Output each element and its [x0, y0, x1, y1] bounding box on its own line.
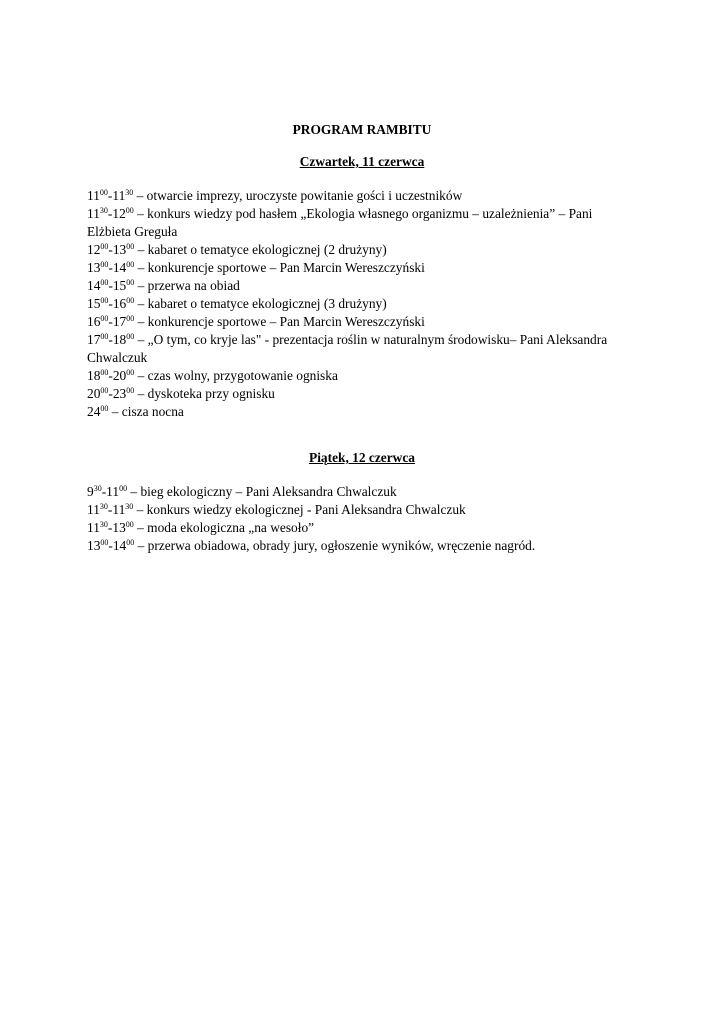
start-minute: 00 [100, 260, 109, 269]
start-hour: 11 [87, 206, 100, 221]
start-minute: 30 [99, 206, 108, 215]
start-hour: 15 [87, 296, 101, 311]
end-minute: 00 [126, 386, 135, 395]
start-hour: 20 [87, 386, 101, 401]
item-description: – przerwa na obiad [134, 278, 240, 293]
item-description: – konkurencje sportowe – Pan Marcin Wereszczyński [134, 314, 425, 329]
end-minute: 00 [126, 332, 135, 341]
start-minute: 00 [100, 242, 109, 251]
end-hour: 14 [112, 538, 127, 553]
end-minute: 00 [125, 520, 134, 529]
schedule-item: $13^{00}-14^{00}$ – konkurencje sportowe – Pan Marcin Wereszczyński [87, 260, 425, 275]
start-hour: 18 [87, 368, 101, 383]
schedule-item: $16^{00}-17^{00}$ – konkurencje sportowe – Pan Marcin Wereszczyński [87, 314, 425, 329]
end-minute: 30 [125, 188, 134, 197]
schedule-item: $18^{00}-20^{00}$ – czas wolny, przygotowanie ogniska [87, 368, 338, 383]
end-hour: 13 [112, 242, 127, 257]
start-minute: 00 [99, 188, 108, 197]
end-minute: 00 [119, 484, 128, 493]
start-minute: 00 [100, 538, 109, 547]
start-hour: 9 [87, 484, 94, 499]
end-hour: 23 [112, 386, 127, 401]
item-description: – czas wolny, przygotowanie ogniska [134, 368, 338, 383]
start-hour: 12 [87, 242, 101, 257]
end-minute: 00 [126, 260, 135, 269]
item-description: – cisza nocna [108, 404, 184, 419]
end-minute: 00 [126, 278, 135, 287]
start-minute: 30 [93, 484, 102, 493]
item-description: – dyskoteka przy ognisku [134, 386, 275, 401]
start-minute: 30 [99, 520, 108, 529]
start-hour: 11 [87, 520, 100, 535]
start-minute: 00 [100, 404, 109, 413]
schedule-list-friday [87, 483, 632, 555]
end-hour: 15 [112, 278, 127, 293]
end-hour: 20 [112, 368, 127, 383]
day-heading-friday: Piątek, 12 czerwca [309, 450, 415, 465]
start-hour: 16 [87, 314, 101, 329]
schedule-item: $11^{00}-11^{30}$ – otwarcie imprezy, uroczyste powitanie gości i uczestników [87, 188, 463, 203]
item-description: – przerwa obiadowa, obrady jury, ogłoszenie wyników, wręczenie nagród. [134, 538, 536, 553]
item-description: – moda ekologiczna „na wesoło” [133, 520, 315, 535]
end-hour: 13 [112, 520, 126, 535]
start-hour: 11 [87, 188, 100, 203]
end-minute: 30 [125, 502, 134, 511]
schedule-item: $15^{00}-16^{00}$ – kabaret o tematyce ekologicznej (3 drużyny) [87, 296, 387, 311]
start-hour: 13 [87, 260, 101, 275]
schedule-item: $12^{00}-13^{00}$ – kabaret o tematyce ekologicznej (2 drużyny) [87, 242, 387, 257]
schedule-item: $20^{00}-23^{00}$ – dyskoteka przy ognisku [87, 386, 275, 401]
start-hour: 13 [87, 538, 101, 553]
schedule-item: $11^{30}-12^{00}$ – konkurs wiedzy pod hasłem „Ekologia własnego organizmu – uzależnienia” – Pani Elżbieta Greguła [87, 206, 593, 239]
schedule-item: $11^{30}-13^{00}$ – moda ekologiczna „na wesoło” [87, 520, 315, 535]
end-minute: 00 [126, 242, 135, 251]
end-hour: 11 [112, 188, 126, 203]
start-minute: 00 [100, 332, 109, 341]
item-description: – otwarcie imprezy, uroczyste powitanie gości i uczestników [133, 188, 463, 203]
start-minute: 00 [100, 386, 109, 395]
start-minute: 30 [99, 502, 108, 511]
schedule-item: $17^{00}-18^{00}$ – „O tym, co kryje las" - prezentacja roślin w naturalnym środowisku– Pani Aleksandra Chwalczuk [87, 332, 608, 365]
end-minute: 00 [125, 206, 134, 215]
start-minute: 00 [100, 296, 109, 305]
end-minute: 00 [126, 296, 135, 305]
item-description: – konkurs wiedzy pod hasłem „Ekologia własnego organizmu – uzależnienia” – Pani Elżbieta Greguła [87, 206, 593, 239]
end-hour: 14 [112, 260, 127, 275]
start-minute: 00 [100, 368, 109, 377]
end-hour: 11 [106, 484, 120, 499]
start-minute: 00 [100, 278, 109, 287]
start-hour: 14 [87, 278, 101, 293]
item-description: – kabaret o tematyce ekologicznej (3 drużyny) [134, 296, 387, 311]
schedule-item: $11^{30}-11^{30}$ – konkurs wiedzy ekologicznej - Pani Aleksandra Chwalczuk [87, 502, 466, 517]
end-hour: 18 [112, 332, 127, 347]
end-minute: 00 [126, 368, 135, 377]
end-hour: 11 [112, 502, 126, 517]
item-description: – bieg ekologiczny – Pani Aleksandra Chwalczuk [127, 484, 397, 499]
item-description: – konkurs wiedzy ekologicznej - Pani Aleksandra Chwalczuk [133, 502, 466, 517]
item-description: – konkurencje sportowe – Pan Marcin Wereszczyński [134, 260, 425, 275]
schedule-list-thursday [87, 187, 632, 421]
item-description: – „O tym, co kryje las" - prezentacja roślin w naturalnym środowisku– Pani Aleksandra Chwalczuk [87, 332, 608, 365]
schedule-item: $14^{00}-15^{00}$ – przerwa na obiad [87, 278, 240, 293]
document-title: PROGRAM RAMBITU [292, 122, 432, 137]
schedule-item: $13^{00}-14^{00}$ – przerwa obiadowa, obrady jury, ogłoszenie wyników, wręczenie nagród. [87, 538, 536, 553]
schedule-item: $9^{30}-11^{00}$ – bieg ekologiczny – Pani Aleksandra Chwalczuk [87, 484, 397, 499]
end-hour: 12 [112, 206, 126, 221]
day-heading-thursday: Czwartek, 11 czerwca [299, 154, 425, 169]
end-minute: 00 [126, 314, 135, 323]
start-hour: 17 [87, 332, 101, 347]
end-minute: 00 [126, 538, 135, 547]
start-minute: 00 [100, 314, 109, 323]
start-hour: 11 [87, 502, 100, 517]
end-hour: 16 [112, 296, 127, 311]
item-description: – kabaret o tematyce ekologicznej (2 drużyny) [134, 242, 387, 257]
schedule-item [87, 403, 632, 421]
end-hour: 17 [112, 314, 127, 329]
start-hour: 24 [87, 404, 101, 419]
